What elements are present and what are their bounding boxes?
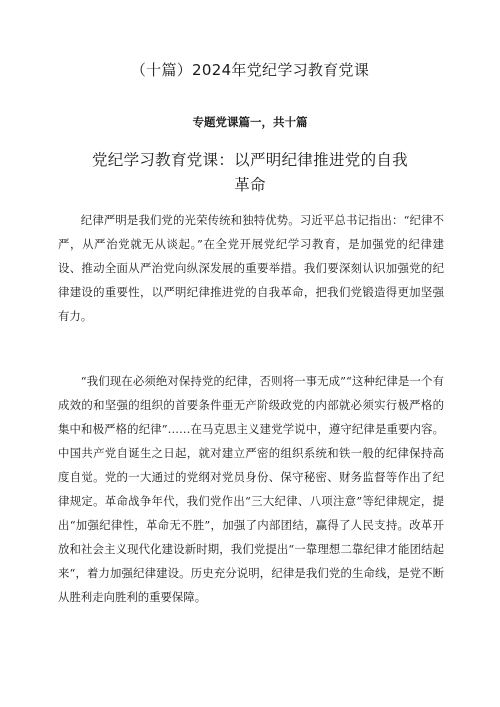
document-subtitle: 专题党课篇一，共十篇 bbox=[192, 115, 308, 129]
article-title: 党纪学习教育党课：以严明纪律推进党的自我革命 bbox=[91, 151, 408, 194]
paragraph: 纪律严明是我们党的光荣传统和独特优势。习近平总书记指出：“纪律不严，从严治党就无从谈起。”在全党开展党纪学习教育，是加强党的纪律建设、推动全面从严治党向纵深发展的重要举措。我们要深刻认识加强党的纪律建设的重要性，以严明纪律推进党的自我革命，把我们党锻造得更加坚强有力。 bbox=[58, 213, 444, 323]
paragraph: “我们现在必须绝对保持党的纪律，否则将一事无成”“这种纪律是一个有成效的和坚强的组织的首要条件亜无产阶级政党的内部就必须实行极严格的集中和极严格的纪律”……在马克思主义建党学说中，遵守纪律是重要内容。中国共产党自诞生之日起，就对建立严密的组织系统和铁一般的纪律保持高度自觉。党的一大通过的党纲对党员身份、保守秘密、财务监督等作出了纪律规定。革命战争年代，我们党作出“三大纪律、八项注意”等纪律规定，提出“加强纪律性，革命无不胜”，加强了内部团结，赢得了人民支持。改革开放和社会主义现代化建设新时期，我们党提出“一靠理想二靠纪律才能团结起来“，着力加强纪律建设。历史充分说明，纪律是我们党的生命线，是党不断从胜利走向胜利的重要保障。 bbox=[58, 374, 444, 604]
document-title: （十篇）2024年党纪学习教育党课 bbox=[130, 61, 370, 79]
